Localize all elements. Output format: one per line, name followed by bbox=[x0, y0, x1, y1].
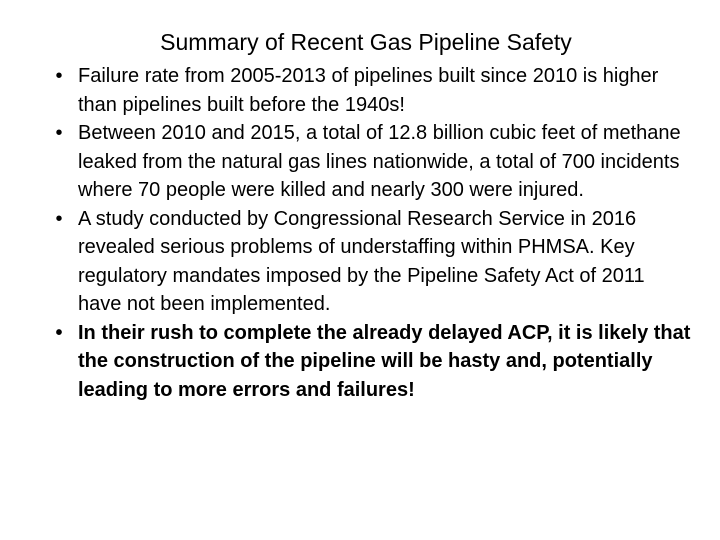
bullet-text: Failure rate from 2005-2013 of pipelines built since 2010 is higher than pipelines built before the 1940s! bbox=[78, 65, 659, 116]
bullet-text: A study conducted by Congressional Research Service in 2016 revealed serious problems of understaffing within PHMSA. Key regulatory mandates imposed by the Pipeline Safety Act of 2011 have not been implemented. bbox=[78, 207, 645, 315]
bullet-list bbox=[52, 62, 692, 404]
slide-title: Summary of Recent Gas Pipeline Safety bbox=[160, 29, 572, 55]
bullet-item bbox=[52, 62, 692, 119]
bullet-dot-icon: • bbox=[55, 122, 63, 144]
bullet-dot-icon: • bbox=[55, 65, 63, 87]
bullet-item bbox=[52, 119, 692, 205]
bullet-text: Between 2010 and 2015, a total of 12.8 billion cubic feet of methane leaked from the natural gas lines nationwide, a total of 700 incidents where 70 people were killed and nearly 300 were injured. bbox=[78, 122, 681, 201]
bullet-dot-icon: • bbox=[55, 207, 63, 230]
bullet-text: In their rush to complete the already delayed ACP, it is likely that the construction of the pipeline will be hasty and, potentially leading to more errors and failures! bbox=[78, 321, 691, 401]
bullet-dot-icon: • bbox=[55, 321, 63, 344]
bullet-item-emphasis bbox=[52, 319, 692, 405]
bullet-item bbox=[52, 205, 692, 319]
